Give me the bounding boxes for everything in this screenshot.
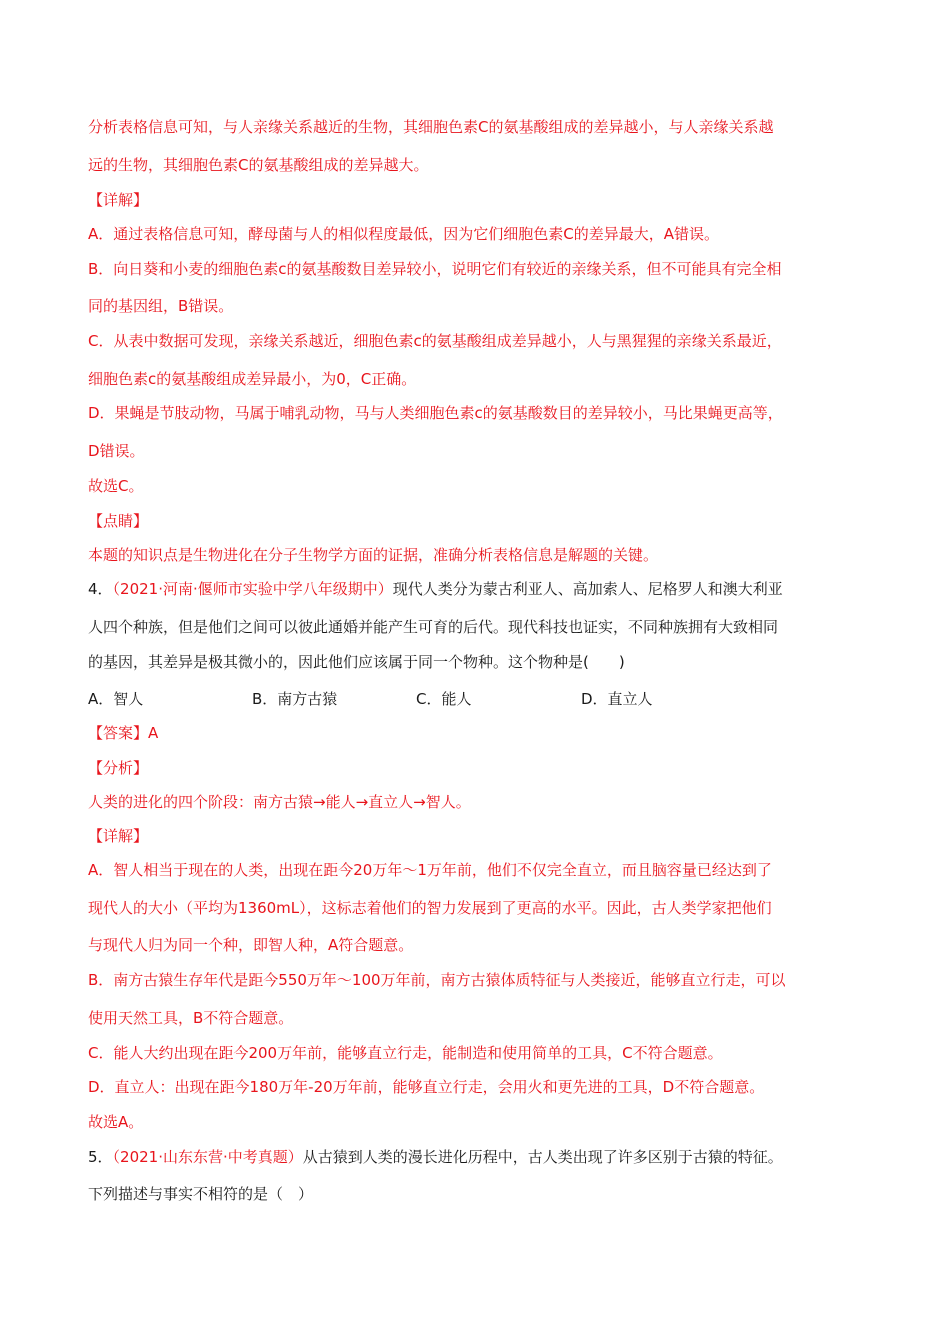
- section-heading: 【点睛】: [88, 512, 149, 530]
- question-5-line: [88, 1147, 783, 1167]
- text-line: A．智人相当于现在的人类，出现在距今20万年～1万年前，他们不仅完全直立，而且脑容量已经达到了: [88, 861, 772, 879]
- text-line: C．从表中数据可发现，亲缘关系越近，细胞色素c的氨基酸组成差异越小，人与黑猩猩的亲缘关系最近，: [88, 332, 782, 350]
- text-line: A．通过表格信息可知，酵母菌与人的相似程度最低，因为它们细胞色素C的差异最大，A错误。: [88, 225, 720, 243]
- question-text: 人四个种族，但是他们之间可以彼此通婚并能产生可育的后代。现代科技也证实，不同种族拥有大致相同: [88, 618, 779, 636]
- question-source: （2021·河南·偃师市实验中学八年级期中）: [112, 580, 393, 598]
- option-b: B．南方古猿: [252, 690, 338, 708]
- text-line: 现代人的大小（平均为1360mL），这标志着他们的智力发展到了更高的水平。因此，古人类学家把他们: [88, 899, 772, 917]
- text-line: 与现代人归为同一个种，即智人种，A符合题意。: [88, 936, 414, 954]
- question-number: 4．: [88, 580, 113, 598]
- text-line: C．能人大约出现在距今200万年前，能够直立行走，能制造和使用简单的工具，C不符合题意。: [88, 1044, 723, 1062]
- question-text: 现代人类分为蒙古利亚人、高加索人、尼格罗人和澳大利亚: [392, 580, 783, 598]
- text-line: 使用天然工具，B不符合题意。: [88, 1009, 294, 1027]
- text-line: 故选A。: [88, 1113, 144, 1131]
- text-line: B．南方古猿生存年代是距今550万年～100万年前，南方古猿体质特征与人类接近，能够直立行走，可以: [88, 971, 786, 989]
- text-line: D错误。: [88, 442, 145, 460]
- question-number: 5．: [88, 1148, 113, 1166]
- option-c: C．能人: [416, 690, 472, 708]
- text-line: 分析表格信息可知，与人亲缘关系越近的生物，其细胞色素C的氨基酸组成的差异越小，与人亲缘关系越: [88, 118, 774, 136]
- text-line: 细胞色素c的氨基酸组成差异最小，为0，C正确。: [88, 370, 417, 388]
- section-heading: 【分析】: [88, 759, 149, 777]
- question-4-line: [88, 579, 783, 599]
- question-text: 的基因，其差异是极其微小的，因此他们应该属于同一个物种。这个物种是( ): [88, 653, 625, 671]
- text-line: 人类的进化的四个阶段：南方古猿→能人→直立人→智人。: [88, 793, 471, 811]
- text-line: B．向日葵和小麦的细胞色素c的氨基酸数目差异较小，说明它们有较近的亲缘关系，但不可能具有完全相: [88, 260, 782, 278]
- text-line: D．直立人：出现在距今180万年-20万年前，能够直立行走，会用火和更先进的工具，D不符合题意。: [88, 1078, 765, 1096]
- text-line: 本题的知识点是生物进化在分子生物学方面的证据，准确分析表格信息是解题的关键。: [88, 546, 659, 564]
- option-d: D．直立人: [581, 690, 653, 708]
- question-source: （2021·山东东营·中考真题）: [112, 1148, 303, 1166]
- text-line: D．果蝇是节肢动物，马属于哺乳动物，马与人类细胞色素c的氨基酸数目的差异较小，马比果蝇更高等，: [88, 404, 783, 422]
- option-a: A．智人: [88, 690, 144, 708]
- text-line: 故选C。: [88, 477, 144, 495]
- question-text: 从古猿到人类的漫长进化历程中，古人类出现了许多区别于古猿的特征。: [302, 1148, 783, 1166]
- section-heading: 【详解】: [88, 827, 149, 845]
- answer-line: 【答案】A: [88, 724, 159, 742]
- text-line: 远的生物，其细胞色素C的氨基酸组成的差异越大。: [88, 156, 429, 174]
- text-line: 同的基因组，B错误。: [88, 297, 234, 315]
- question-text: 下列描述与事实不相符的是（ ）: [88, 1185, 314, 1203]
- section-heading: 【详解】: [88, 191, 149, 209]
